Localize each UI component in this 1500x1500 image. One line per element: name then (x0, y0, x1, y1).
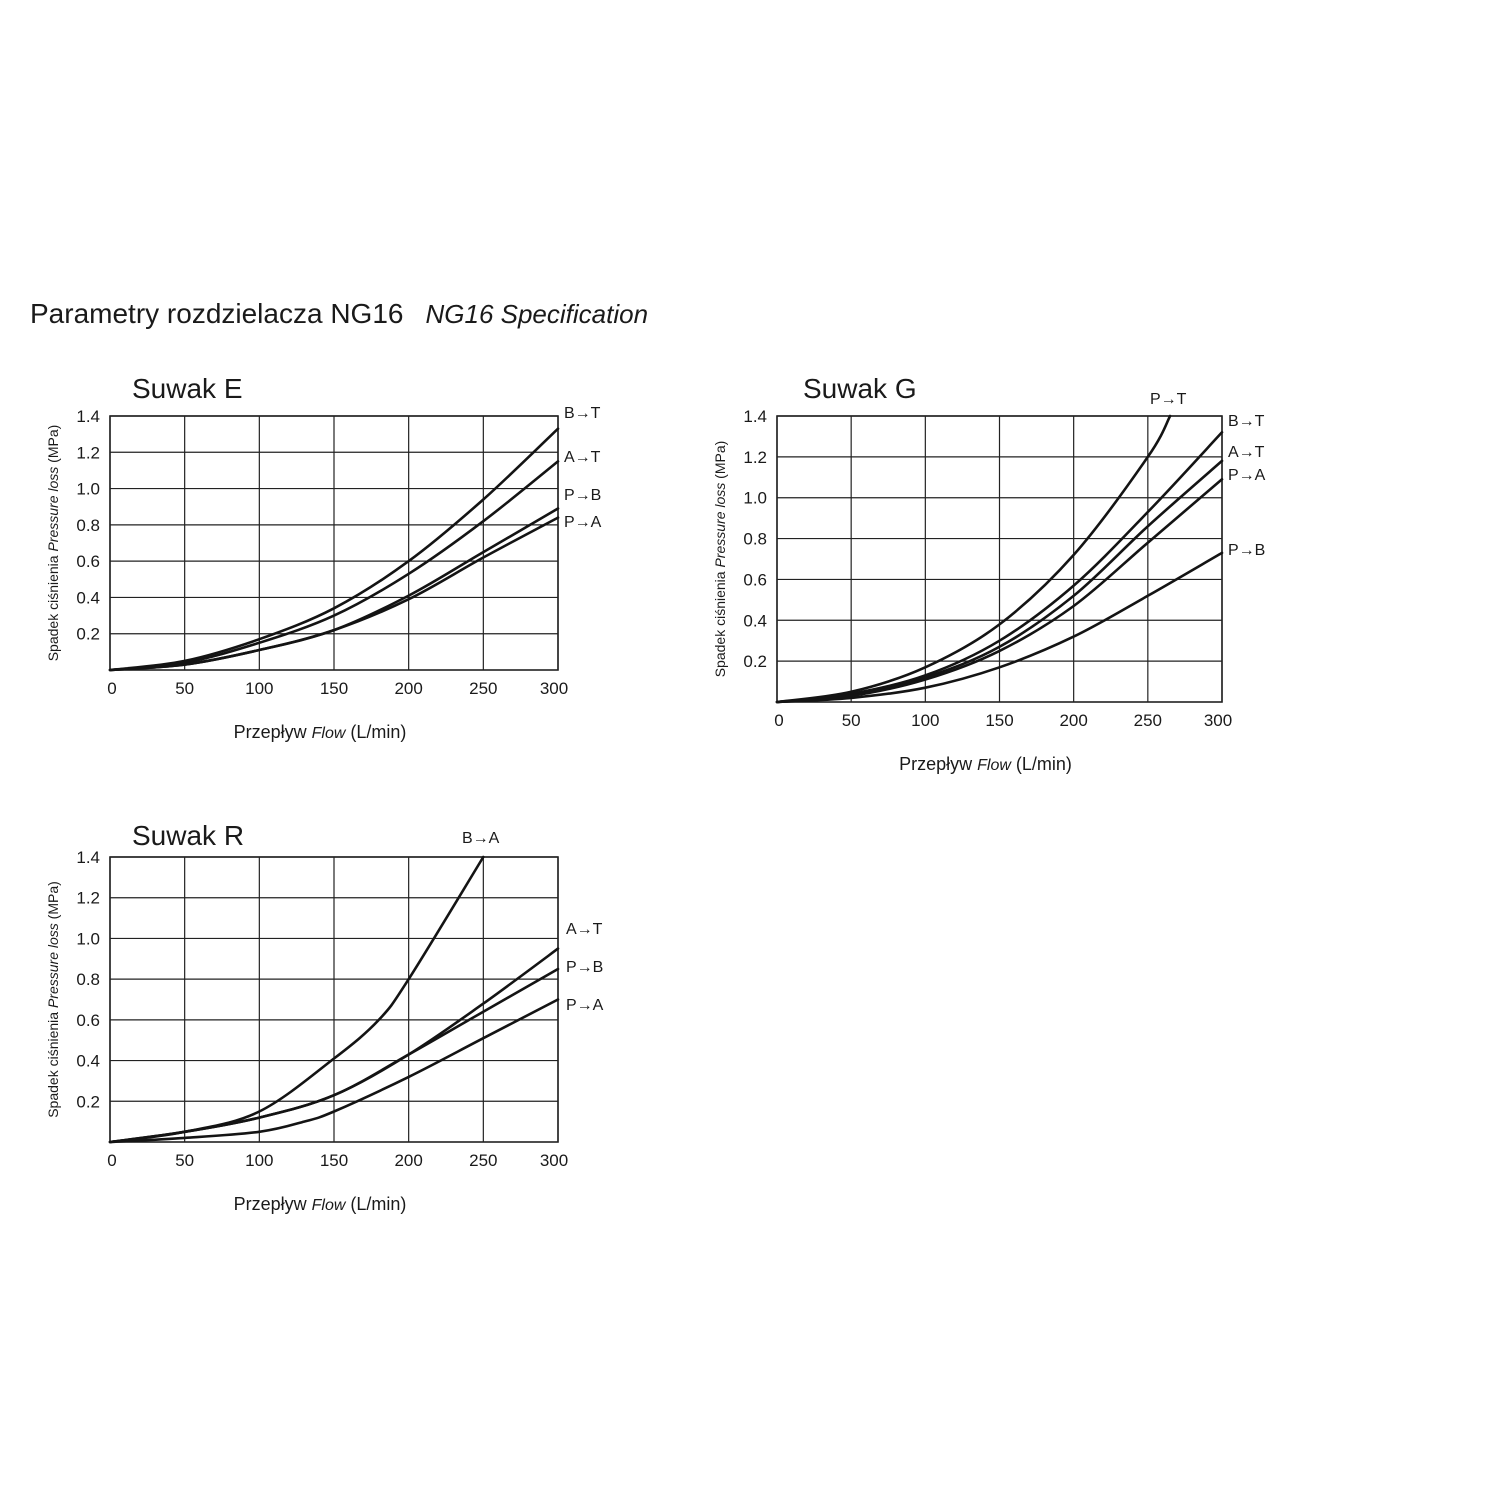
x-axis-label (234, 722, 407, 742)
x-axis-label-unit: (L/min) (1010, 754, 1072, 774)
x-tick-label: 50 (841, 711, 861, 730)
y-axis-label (45, 425, 61, 662)
x-tick-label: 200 (394, 679, 423, 698)
x-axis-label (899, 754, 1072, 774)
x-tick-label: 250 (469, 1151, 498, 1170)
series-label: A→T (564, 449, 601, 466)
y-tick-label: 0.8 (76, 515, 100, 535)
x-tick-label: 200 (1059, 711, 1088, 730)
x-tick-label: 50 (175, 679, 195, 698)
series-label: A→T (1228, 444, 1265, 461)
y-tick-label: 0.2 (76, 1092, 100, 1112)
x-axis-label-prefix: Przepływ (233, 722, 312, 742)
chart-suwak-e (45, 373, 602, 742)
y-axis-label-prefix: Spadek ciśnienia (712, 567, 728, 678)
chart-title: Suwak E (132, 373, 243, 404)
y-tick-label: 0.2 (743, 652, 767, 672)
y-tick-label: 0.8 (76, 970, 100, 990)
y-tick-label: 0.4 (76, 1051, 100, 1071)
y-tick-label: 0.6 (743, 570, 767, 590)
y-tick-label: 1.2 (76, 888, 100, 908)
series-label: P→B (564, 487, 602, 504)
x-axis-label-prefix: Przepływ (899, 754, 978, 774)
series-label: P→A (564, 514, 602, 531)
y-axis-label-prefix: Spadek ciśnienia (45, 551, 61, 662)
y-tick-label: 1.2 (743, 447, 767, 467)
x-tick-label: 0 (107, 1151, 117, 1170)
x-axis-label-prefix: Przepływ (233, 1194, 312, 1214)
y-axis-label-unit: (MPa) (45, 424, 61, 467)
x-tick-label: 300 (539, 1151, 569, 1170)
y-tick-label: 1.4 (76, 407, 100, 426)
x-axis-label-unit: (L/min) (345, 1194, 407, 1214)
x-tick-label: 250 (1133, 711, 1163, 730)
chart-suwak-r (45, 820, 604, 1214)
y-tick-label: 1.0 (76, 929, 100, 949)
y-tick-label: 0.4 (743, 611, 767, 631)
series-label: B→T (1228, 413, 1265, 430)
series-label: B→T (564, 405, 601, 422)
y-tick-label: 1.4 (76, 848, 100, 867)
series-label: P→A (566, 997, 604, 1014)
y-axis-label (45, 881, 61, 1118)
page-title-main: Parametry rozdzielacza NG16 (30, 298, 404, 329)
x-tick-label: 150 (319, 679, 349, 698)
x-tick-label: 100 (245, 679, 274, 698)
y-axis-label (712, 441, 728, 678)
y-tick-label: 0.4 (76, 588, 100, 608)
y-axis-label-unit: (MPa) (45, 881, 61, 924)
series-label: B→A (462, 830, 500, 847)
x-tick-label: 200 (394, 1151, 423, 1170)
x-tick-label: 50 (175, 1151, 195, 1170)
x-tick-label: 100 (911, 711, 940, 730)
x-tick-label: 150 (985, 711, 1014, 730)
x-tick-label: 100 (245, 1151, 274, 1170)
series-label: A→T (566, 921, 603, 938)
y-axis-label-prefix: Spadek ciśnienia (45, 1008, 61, 1118)
series-label: P→B (566, 959, 604, 976)
series-line (110, 857, 483, 1142)
page-title-subtitle: NG16 Specification (425, 299, 649, 329)
y-axis-label-italic: Pressure loss (712, 482, 728, 568)
series-label: P→T (1150, 391, 1187, 408)
series-label: P→B (1228, 542, 1266, 559)
y-tick-label: 1.0 (743, 488, 767, 508)
x-tick-label: 300 (539, 679, 569, 698)
y-tick-label: 1.2 (76, 443, 100, 463)
x-tick-label: 150 (319, 1151, 349, 1170)
y-tick-label: 0.2 (76, 624, 100, 644)
x-tick-label: 250 (469, 679, 498, 698)
x-axis-label-unit: (L/min) (345, 722, 407, 742)
x-tick-label: 0 (774, 711, 784, 730)
y-tick-label: 1.4 (743, 407, 767, 426)
y-axis-label-unit: (MPa) (712, 440, 728, 483)
chart-title: Suwak R (132, 820, 245, 851)
chart-suwak-g (712, 373, 1266, 774)
x-axis-label-italic: Flow (311, 1197, 346, 1214)
x-tick-label: 300 (1203, 711, 1233, 730)
x-axis-label-italic: Flow (311, 725, 346, 742)
y-tick-label: 0.6 (76, 1010, 100, 1030)
x-axis-label (234, 1194, 407, 1214)
y-axis-label-italic: Pressure loss (45, 466, 61, 552)
y-tick-label: 1.0 (76, 479, 100, 499)
series-label: P→A (1228, 467, 1266, 484)
y-tick-label: 0.6 (76, 552, 100, 572)
y-tick-label: 0.8 (743, 529, 767, 549)
y-axis-label-italic: Pressure loss (45, 923, 61, 1009)
x-tick-label: 0 (107, 679, 117, 698)
chart-title: Suwak G (803, 373, 917, 404)
x-axis-label-italic: Flow (977, 757, 1011, 774)
